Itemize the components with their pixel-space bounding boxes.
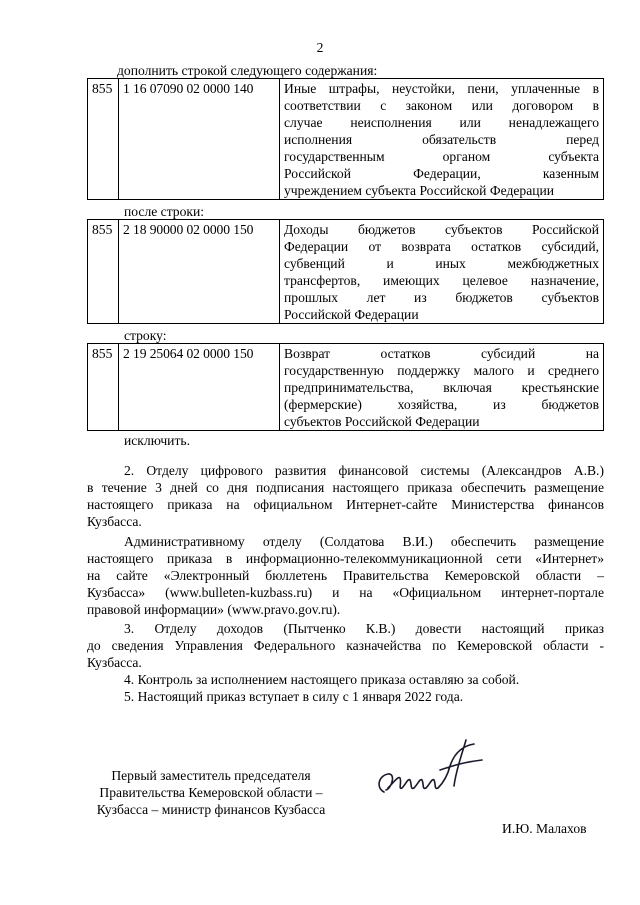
paragraph-4: 4. Контроль за исполнением настоящего приказа оставляю за собой.	[124, 672, 520, 687]
income-name-line: Российской Федерации, казенным	[284, 166, 599, 181]
paragraph-line: до сведения Управления Федерального казначейства по Кемеровской области -	[87, 638, 604, 653]
paragraph-line: 2. Отделу цифрового развития финансовой системы (Александров А.В.)	[124, 463, 604, 478]
signatory-title	[81, 767, 341, 818]
income-name-line: Иные штрафы, неустойки, пени, уплаченные в	[284, 81, 599, 96]
table-row	[88, 344, 604, 431]
table-remove-row	[87, 343, 604, 431]
remove-note: исключить.	[124, 433, 190, 448]
income-name-line: соответствии с законом или договором в	[284, 98, 599, 113]
budget-code: 2 18 90000 02 0000 150	[119, 220, 280, 324]
income-name-line: трансфертов, имеющих целевое назначение,	[284, 273, 599, 288]
income-name	[280, 79, 604, 200]
paragraph-5: 5. Настоящий приказ вступает в силу с 1 января 2022 года.	[124, 689, 464, 704]
paragraph-line: настоящего приказа в информационно-телекоммуникационной сети «Интернет»	[87, 551, 604, 566]
signatory-title-line: Первый заместитель председателя	[111, 768, 311, 783]
income-name-line: случае неисполнения или ненадлежащего	[284, 115, 599, 130]
page-number: 2	[316, 40, 324, 55]
income-name-line: Возврат остатков субсидий на	[284, 346, 599, 361]
income-name-line: предпринимательства, включая крестьянские	[284, 380, 599, 395]
table-row	[88, 79, 604, 200]
income-name-line: учреждением субъекта Российской Федерации	[284, 183, 555, 198]
budget-code: 2 19 25064 02 0000 150	[119, 344, 280, 431]
paragraph-line: Административному отделу (Солдатова В.И.) обеспечить размещение	[124, 534, 604, 549]
income-name-line: государственным органом субъекта	[284, 149, 599, 164]
paragraph-line: правовой информации» (www.pravo.gov.ru).	[87, 602, 341, 617]
signatory-title-line: Правительства Кемеровской области –	[99, 785, 323, 800]
income-name-line: (фермерские) хозяйства, из бюджетов	[284, 397, 599, 412]
paragraph-admin-dept	[87, 533, 604, 618]
paragraph-line: настоящего приказа на официальном Интернет-сайте Министерства финансов	[87, 497, 604, 512]
income-name	[280, 220, 604, 324]
paragraph-line: 3. Отделу доходов (Пытченко К.В.) довести настоящий приказ	[124, 621, 604, 636]
paragraph-2	[87, 462, 604, 530]
income-name-line: субвенций и иных межбюджетных	[284, 256, 599, 271]
intro-row: строку:	[124, 328, 167, 343]
handwritten-signature	[370, 730, 490, 810]
admin-code: 855	[88, 344, 119, 431]
income-name-line: Доходы бюджетов субъектов Российской	[284, 222, 599, 237]
paragraph-line: в течение 3 дней со дня подписания настоящего приказа обеспечить размещение	[87, 480, 604, 495]
admin-code: 855	[88, 79, 119, 200]
paragraph-line: Кузбасса.	[87, 514, 142, 529]
intro-after-row: после строки:	[124, 204, 205, 219]
table-after-row	[87, 219, 604, 324]
paragraph-3	[87, 620, 604, 671]
income-name-line: Российской Федерации	[284, 307, 419, 322]
admin-code: 855	[88, 220, 119, 324]
signatory-title-line: Кузбасса – министр финансов Кузбасса	[96, 802, 326, 817]
budget-code: 1 16 07090 02 0000 140	[119, 79, 280, 200]
table-add-row	[87, 78, 604, 200]
income-name-line: исполнения обязательств перед	[284, 132, 599, 147]
paragraph-line: Кузбасса.	[87, 655, 142, 670]
income-name-line: субъектов Российской Федерации	[284, 414, 480, 429]
income-name-line: Федерации от возврата остатков субсидий,	[284, 239, 599, 254]
income-name-line: прошлых лет из бюджетов субъектов	[284, 290, 599, 305]
paragraph-line: Кузбасса» (www.bulleten-kuzbass.ru) и на «Официальном интернет-портале	[87, 585, 604, 600]
income-name-line: государственную поддержку малого и среднего	[284, 363, 599, 378]
intro-add-row: дополнить строкой следующего содержания:	[117, 63, 378, 78]
signatory-name: И.Ю. Малахов	[502, 821, 587, 836]
income-name	[280, 344, 604, 431]
paragraph-line: на сайте «Электронный бюллетень Правительства Кемеровской области –	[87, 568, 604, 583]
table-row	[88, 220, 604, 324]
